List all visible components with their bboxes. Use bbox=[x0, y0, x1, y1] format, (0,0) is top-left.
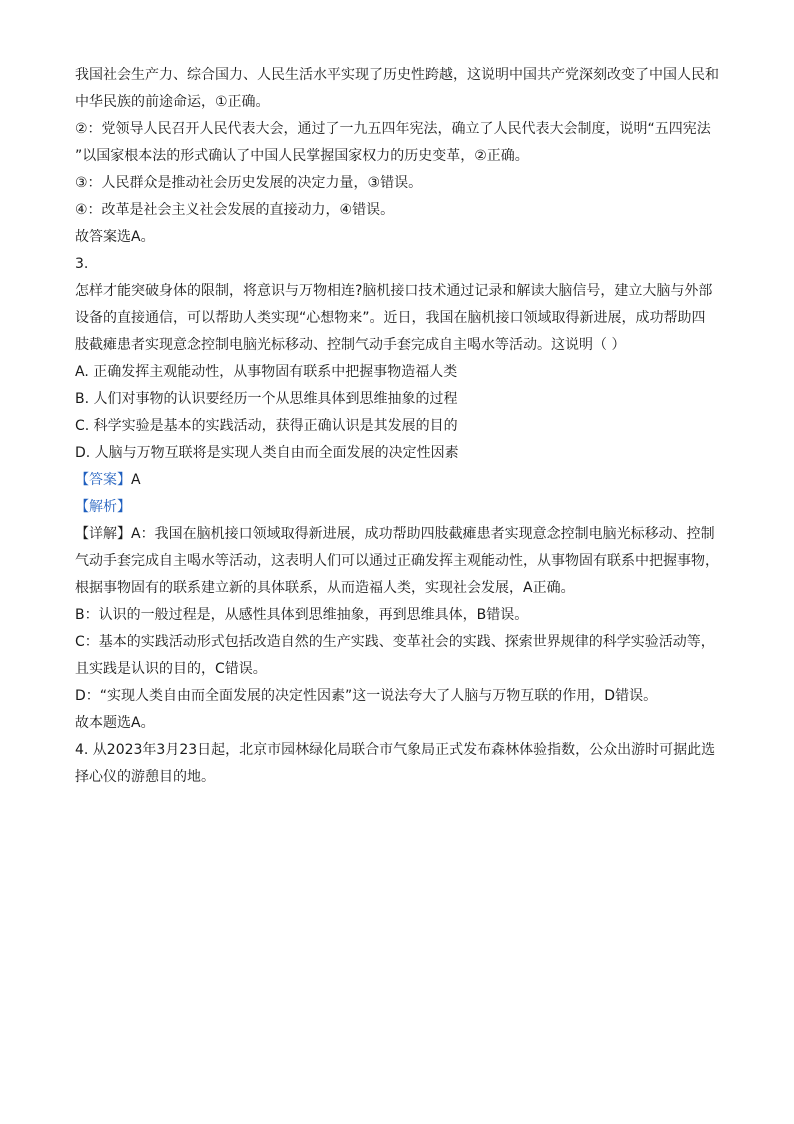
q2-explanation-line: ②：党领导人民召开人民代表大会，通过了一九五四年宪法，确立了人民代表大会制度，说明“五四宪法 bbox=[75, 121, 711, 137]
q2-explanation-line: 我国社会生产力、综合国力、人民生活水平实现了历史性跨越，这说明中国共产党深刻改变了中国人民和 bbox=[75, 67, 719, 83]
answer-value: A bbox=[131, 472, 141, 488]
q3-number: 3. bbox=[75, 256, 89, 272]
q4-stem-line: 择心仪的游憩目的地。 bbox=[75, 769, 215, 785]
page-content bbox=[75, 62, 723, 791]
q3-stem-line: 设备的直接通信，可以帮助人类实现“心想物来”。近日，我国在脑机接口领域取得新进展，成功帮助四 bbox=[75, 310, 706, 326]
q3-analysis-row bbox=[75, 494, 723, 521]
q3-option-d: D. 人脑与万物互联将是实现人类自由而全面发展的决定性因素 bbox=[75, 445, 459, 461]
detail-line: D：“实现人类自由而全面发展的决定性因素”这一说法夸大了人脑与万物互联的作用，D错误。 bbox=[75, 688, 658, 704]
q2-explanation-line: ④：改革是社会主义社会发展的直接动力，④错误。 bbox=[75, 202, 395, 218]
q3-option-b: B. 人们对事物的认识要经历一个从思维具体到思维抽象的过程 bbox=[75, 391, 458, 407]
q3-conclusion: 故本题选A。 bbox=[75, 715, 155, 731]
analysis-tag: 【解析】 bbox=[75, 499, 131, 515]
detail-line: 根据事物固有的联系建立新的具体联系，从而造福人类，实现社会发展，A正确。 bbox=[75, 580, 575, 596]
q3-answer-row bbox=[75, 467, 723, 494]
answer-tag: 【答案】 bbox=[75, 472, 131, 488]
detail-tag: 【详解】 bbox=[75, 526, 131, 542]
q3-option-a: A. 正确发挥主观能动性，从事物固有联系中把握事物造福人类 bbox=[75, 364, 458, 380]
q3-detail-row bbox=[75, 521, 723, 548]
q2-explanation-line: 中华民族的前途命运，①正确。 bbox=[75, 94, 270, 110]
detail-line: A：我国在脑机接口领域取得新进展，成功帮助四肢截瘫患者实现意念控制电脑光标移动、控制 bbox=[131, 526, 715, 542]
q3-stem-line: 肢截瘫患者实现意念控制电脑光标移动、控制气动手套完成自主喝水等活动。这说明（ ） bbox=[75, 337, 626, 353]
q3-stem-line: 怎样才能突破身体的限制，将意识与万物相连?脑机接口技术通过记录和解读大脑信号，建立大脑与外部 bbox=[75, 283, 713, 299]
q2-conclusion: 故答案选A。 bbox=[75, 229, 155, 245]
detail-line: C：基本的实践活动形式包括改造自然的生产实践、变革社会的实践、探索世界规律的科学实验活动等， bbox=[75, 634, 715, 650]
detail-line: 且实践是认识的目的，C错误。 bbox=[75, 661, 267, 677]
detail-line: B：认识的一般过程是，从感性具体到思维抽象，再到思维具体，B错误。 bbox=[75, 607, 529, 623]
q2-explanation-line: ③：人民群众是推动社会历史发展的决定力量，③错误。 bbox=[75, 175, 423, 191]
q4-stem-line: 4. 从2023年3月23日起，北京市园林绿化局联合市气象局正式发布森林体验指数，公众出游时可据此选 bbox=[75, 742, 716, 758]
q2-explanation-line: ”以国家根本法的形式确认了中国人民掌握国家权力的历史变革，②正确。 bbox=[75, 148, 529, 164]
detail-line: 气动手套完成自主喝水等活动，这表明人们可以通过正确发挥主观能动性，从事物固有联系中把握事物， bbox=[75, 553, 719, 569]
q3-option-c: C. 科学实验是基本的实践活动，获得正确认识是其发展的目的 bbox=[75, 418, 458, 434]
